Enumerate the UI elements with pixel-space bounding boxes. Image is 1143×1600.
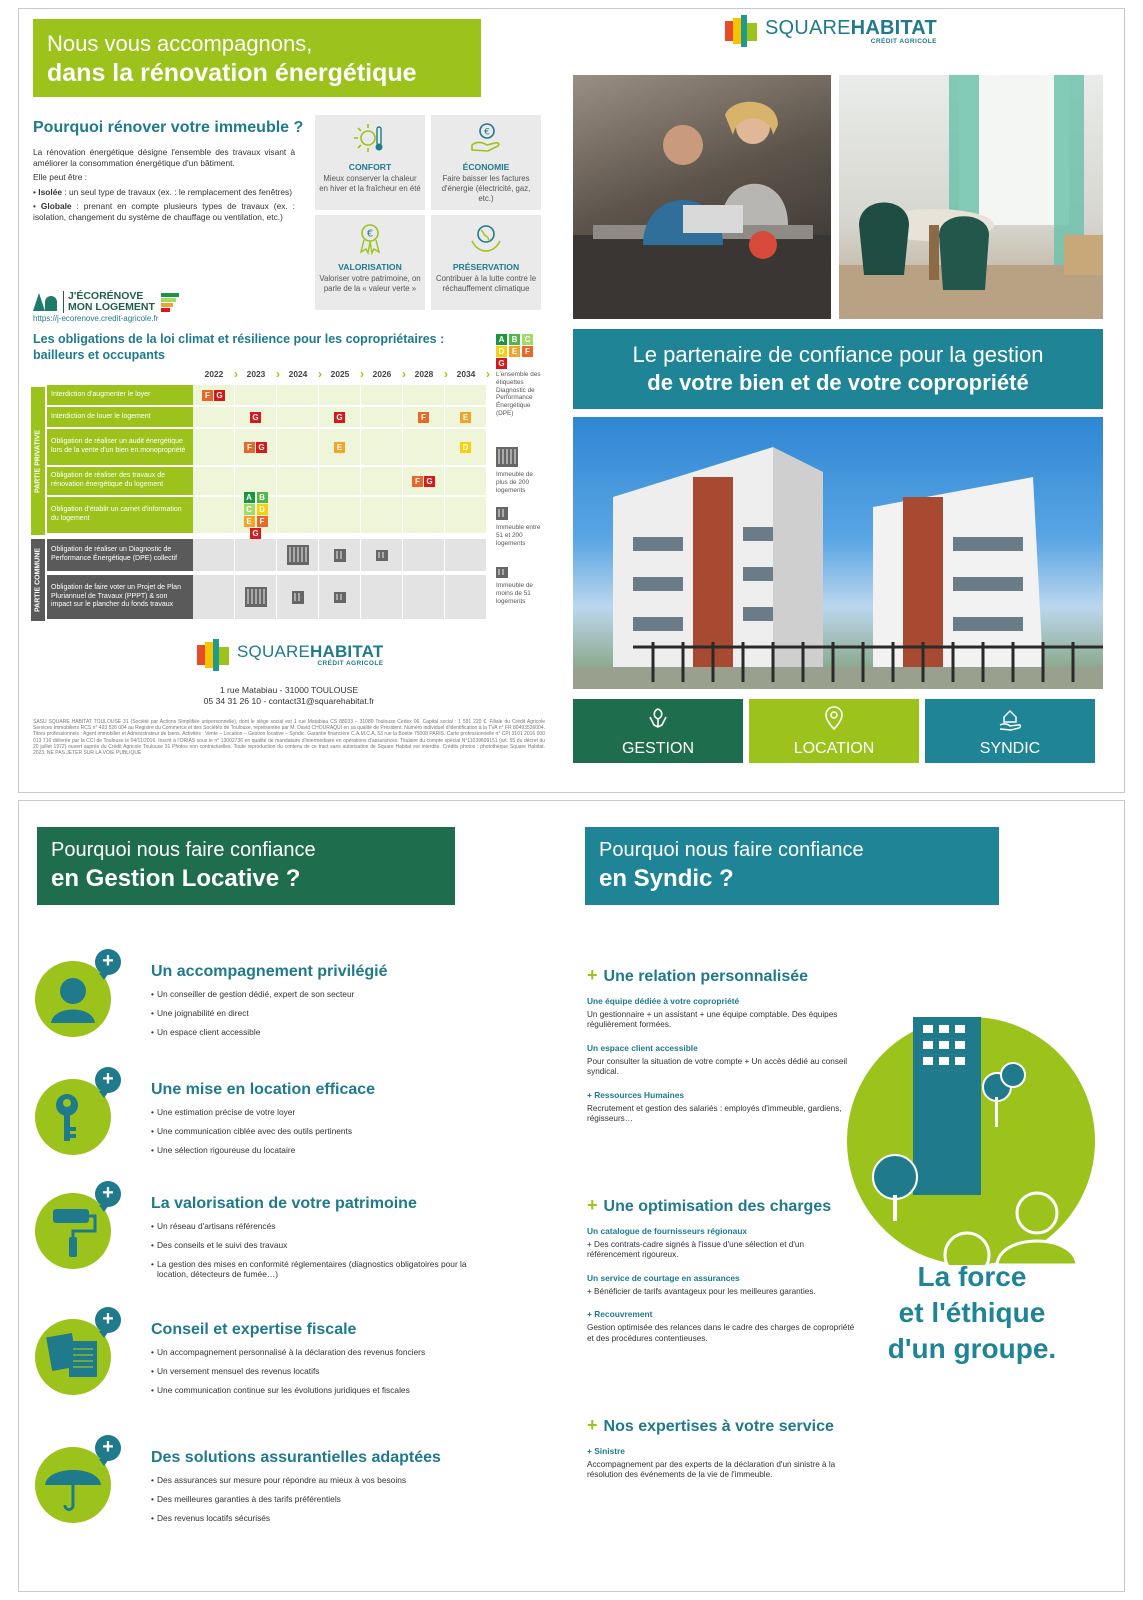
- obligation-label: Obligation de faire voter un Projet de Plan Pluriannuel de Travaux (PPPT) & son impact sur le plancher du fonds travaux: [47, 575, 193, 619]
- dpe-label-g: G: [250, 412, 261, 423]
- force-ethique-slogan: [859, 1259, 1085, 1367]
- partner-line2: de votre bien et de votre copropriété: [647, 370, 1029, 395]
- obligation-row: [47, 429, 487, 465]
- force-line1: La force: [917, 1261, 1027, 1292]
- sy-body: Gestion optimisée des relances dans le cadre des charges de copropriété et des procédures contentieuses.: [587, 1323, 855, 1343]
- square-habitat-logo-top: [725, 15, 937, 47]
- obligation-cell: [193, 467, 235, 495]
- brochure-outer-page: [18, 8, 1125, 793]
- photo-couple-laptop: [573, 75, 831, 319]
- sy-block-title: [587, 1195, 857, 1216]
- ecorenove-line1: J'ÉCORÉNOVE: [68, 290, 144, 302]
- side-label-common: PARTIE COMMUNE: [31, 539, 45, 621]
- obligation-cell: [361, 467, 403, 495]
- gl-head-line2: en Gestion Locative ?: [51, 865, 301, 892]
- obligation-cell: [445, 539, 487, 571]
- small-building-icon: [334, 592, 346, 603]
- globale-label: Globale: [40, 201, 72, 211]
- gl-item-list: [151, 989, 481, 1046]
- svg-text:€: €: [366, 228, 374, 240]
- dpe-label-f: F: [257, 516, 268, 527]
- legal-notice: SASU SQUARE HABITAT TOULOUSE 31 (Société par Actions Simplifiée unipersonnelle), dont le siège social est 1 rue Matabiau CS 88033 – 31080 Toulouse Cedex 06. Capital social : 1 591 220 €. Filiale du Crédit Agricole Services Immobiliers RCS n° 493 526 004 au Registre du Commerce et des Sociétés de Toulouse, représentée par M. David CHOURAQUI en sa qualité de Président. Numéro individuel d'identification à la TVA n° FR 80493526004. Titres professionnels : Agent immobilier et Administrateur de biens. Activités : Vente – Location – Gestion locative – Syndic. Garantie financière C.A.M.C.A, 53 rue la Boétie 75008 PARIS. Carte professionnelle n° CPI 3101 2016 000 013 716 délivrée par la CCI de Toulouse le 04/11/2016. Inscrit à l'ORIAS sous le n° 13002736 en qualité de mandataire d'intermédiaire en opérations d'assurances. Titulaire du compte spécial N°11039609151 (art. 55 du décret du 20 juillet 1972) ouvert auprès du Crédit Agricole Toulouse 31 Photos non contractuelles. Toute reproduction du contenu de ce tract sans autorisation de Square Habitat est interdite. Crédits photos : photothèque Square Habitat. 2023. NE PAS JETER SUR LA VOIE PUBLIQUE: [33, 719, 545, 757]
- brand-name-bold: HABITAT: [310, 642, 384, 661]
- obligation-cell: [445, 407, 487, 427]
- side-label-private: PARTIE PRIVATIVE: [31, 387, 45, 535]
- medium-building-icon: [496, 507, 508, 520]
- year-label: 2025 ›: [319, 369, 361, 383]
- dpe-label-g: G: [256, 442, 267, 453]
- sy-body: Un gestionnaire + un assistant + une équipe comptable. Des équipes régulièrement formées.: [587, 1010, 838, 1030]
- benefit-text: Faire baisser les factures d'énergie (électricité, gaz, etc.): [441, 174, 531, 203]
- location-pin-icon: [821, 705, 847, 731]
- dpe-label-f: F: [418, 412, 429, 423]
- building-legend-text: Immeuble entre 51 et 200 logements: [496, 524, 541, 547]
- brand-name-light: SQUARE: [765, 16, 851, 39]
- sy-block: [587, 1415, 857, 1493]
- gl-item-list: [151, 1347, 481, 1404]
- sy-sub: Un espace client accessible: [587, 1042, 698, 1053]
- list-item: • Une communication continue sur les évolutions juridiques et fiscales: [151, 1385, 481, 1395]
- building-legend-text: Immeuble de plus de 200 logements: [496, 471, 533, 494]
- gl-item-list: [151, 1107, 481, 1164]
- why-can-be: Elle peut être :: [33, 172, 88, 182]
- plus-icon: +: [587, 965, 598, 985]
- obligation-cell: [445, 575, 487, 619]
- why-renovate-heading: Pourquoi rénover votre immeuble ?: [33, 119, 304, 136]
- plus-icon: +: [587, 1415, 598, 1435]
- euro-medal-icon: [353, 221, 387, 255]
- building-legend-text: Immeuble de moins de 51 logements: [496, 582, 533, 605]
- hands-leaf-icon: [645, 705, 671, 731]
- list-item: • Une estimation précise de votre loyer: [151, 1107, 481, 1117]
- obligation-label: Obligation d'établir un carnet d'information du logement: [47, 497, 193, 533]
- service-label: GESTION: [621, 740, 694, 757]
- obligation-cell: [319, 429, 361, 465]
- service-label: LOCATION: [793, 740, 875, 757]
- obligation-cell: [403, 467, 445, 495]
- sy-block-title: [587, 965, 857, 986]
- house-hand-icon: [997, 705, 1023, 731]
- brand-sub: CRÉDIT AGRICOLE: [870, 37, 937, 45]
- dpe-label-grid: [496, 334, 544, 369]
- list-item: • Un conseiller de gestion dédié, expert de son secteur: [151, 989, 481, 999]
- obligation-cell: [193, 429, 235, 465]
- dpe-label-a: A: [496, 334, 507, 345]
- sy-sub: + Sinistre: [587, 1446, 625, 1456]
- obligation-cell: [403, 385, 445, 405]
- benefit-card-economie: [431, 115, 541, 210]
- obligation-cell: [277, 497, 319, 533]
- euro-hand-icon: [469, 121, 503, 155]
- service-syndic-button[interactable]: [925, 699, 1095, 763]
- building-legend-medium: [496, 507, 544, 547]
- why-globale: • Globale : prenant en compte plusieurs types de travaux (ex. : isolation, changement du système de chauffage ou ventilation, etc.): [33, 201, 295, 222]
- obligation-cell: [403, 575, 445, 619]
- year-label: 2022 ›: [193, 369, 235, 383]
- ecorenove-line2: MON LOGEMENT: [68, 301, 155, 313]
- large-building-icon: [496, 447, 518, 467]
- force-line3: d'un groupe.: [887, 1333, 1057, 1364]
- obligation-cell: [361, 429, 403, 465]
- gl-head-line1: Pourquoi nous faire confiance: [51, 839, 316, 861]
- syndic-header: [585, 827, 999, 905]
- obligation-cell: [361, 407, 403, 427]
- obligation-cell: [193, 385, 235, 405]
- renovation-title-banner: [33, 19, 481, 97]
- square-habitat-mark-icon: [725, 15, 761, 47]
- dpe-label-g: G: [496, 358, 507, 369]
- building-people-trees-icon: [847, 1017, 1095, 1265]
- brand-name-bold: HABITAT: [850, 16, 937, 39]
- sy-body: Accompagnement par des experts de la déclaration d'un sinistre à la résolution des événements de la vie de l'immeuble.: [587, 1460, 836, 1480]
- benefit-card-confort: [315, 115, 425, 210]
- globale-text: : prenant en compte plusieurs types de travaux (ex. : isolation, changement du système de chauffage ou ventilation, etc.): [33, 201, 295, 222]
- dpe-label-d: D: [460, 442, 471, 453]
- square-habitat-logo-footer: [197, 639, 383, 671]
- sy-sub: Une équipe dédiée à votre copropriété: [587, 996, 740, 1006]
- obligation-row: [47, 407, 487, 427]
- obligation-cell: [235, 407, 277, 427]
- obligation-cell: [445, 429, 487, 465]
- agency-address-block: [19, 685, 559, 707]
- building-legend-small: [496, 567, 544, 605]
- gl-item-title: Des solutions assurantielles adaptées: [151, 1449, 441, 1466]
- list-item: • Des meilleures garanties à des tarifs préférentiels: [151, 1494, 481, 1504]
- dpe-label-c: C: [244, 504, 255, 515]
- service-location-button[interactable]: [749, 699, 919, 763]
- plus-badge-icon: +: [95, 949, 121, 975]
- obligation-cell: [193, 497, 235, 533]
- dpe-label-g: G: [424, 476, 435, 487]
- sy-title-text: Une optimisation des charges: [603, 1198, 832, 1215]
- obligation-cell: [277, 429, 319, 465]
- dpe-label-g: G: [334, 412, 345, 423]
- obligation-label: Interdiction de louer le logement: [47, 407, 193, 427]
- service-label: SYNDIC: [979, 740, 1041, 757]
- list-item: • Une sélection rigoureuse du locataire: [151, 1145, 481, 1155]
- brochure-inner-page: [18, 800, 1125, 1592]
- obligation-cell: [235, 429, 277, 465]
- photo-dining-room: [839, 75, 1103, 319]
- year-label: 2026 ›: [361, 369, 403, 383]
- dpe-label-f: F: [244, 442, 255, 453]
- obligation-cell: [445, 497, 487, 533]
- sy-title-text: Une relation personnalisée: [603, 968, 809, 985]
- benefit-title: VALORISATION: [338, 262, 402, 272]
- brand-name: [765, 18, 937, 38]
- dpe-label-e: E: [460, 412, 471, 423]
- gl-item-title: La valorisation de votre patrimoine: [151, 1195, 417, 1212]
- sy-block-title: [587, 1415, 857, 1436]
- dpe-label-a: A: [244, 492, 255, 503]
- sy-title-text: Nos expertises à votre service: [603, 1418, 834, 1435]
- brand-name: [237, 643, 383, 660]
- benefit-text: Valoriser votre patrimoine, on parle de la « valeur verte »: [319, 274, 421, 293]
- obligation-label: Obligation de réaliser un Diagnostic de Performance Énergétique (DPE) collectif: [47, 539, 193, 571]
- dpe-label-d: D: [496, 346, 507, 357]
- obligation-cell: [319, 497, 361, 533]
- year-label: 2034 ›: [445, 369, 487, 383]
- benefit-title: ÉCONOMIE: [462, 162, 510, 172]
- plus-badge-icon: +: [95, 1067, 121, 1093]
- square-habitat-mark-icon: [197, 639, 233, 671]
- common-obligation-row: [47, 539, 487, 571]
- brand-name-light: SQUARE: [237, 642, 310, 661]
- medium-building-icon: [334, 549, 346, 562]
- list-item: • Un accompagnement personnalisé à la déclaration des revenus fonciers: [151, 1347, 481, 1357]
- renovation-title-line2: dans la rénovation énergétique: [47, 59, 417, 87]
- small-building-icon: [496, 567, 508, 578]
- obligation-cell: [403, 407, 445, 427]
- obligation-cell: [193, 539, 235, 571]
- earth-hands-icon: [469, 221, 503, 255]
- sy-sub: + Recouvrement: [587, 1309, 653, 1320]
- obligation-cell: [235, 385, 277, 405]
- list-item: • Une communication ciblée avec des outils pertinents: [151, 1126, 481, 1136]
- list-item: • Des assurances sur mesure pour répondre au mieux à vos besoins: [151, 1475, 481, 1485]
- gl-item-list: [151, 1221, 481, 1288]
- dpe-label-f: F: [412, 476, 423, 487]
- obligation-cell: [277, 575, 319, 619]
- building-legend-large: [496, 447, 544, 494]
- obligation-cell: [277, 467, 319, 495]
- gestion-locative-header: [37, 827, 455, 905]
- medium-building-icon: [292, 591, 304, 604]
- photo-residential-building: [573, 417, 1103, 689]
- dpe-label-g: G: [250, 528, 261, 539]
- agency-contact: 05 34 31 26 10 - contact31@squarehabitat.fr: [203, 696, 375, 706]
- plus-badge-icon: +: [95, 1307, 121, 1333]
- list-item: • Un versement mensuel des revenus locatifs: [151, 1366, 481, 1376]
- common-obligation-row: [47, 575, 487, 619]
- obligation-cell: [193, 407, 235, 427]
- obligation-years-row: [193, 369, 487, 383]
- obligations-heading: Les obligations de la loi climat et résilience pour les copropriétaires : bailleurs et occupants: [33, 332, 445, 362]
- obligation-cell: [277, 385, 319, 405]
- sy-body: Recrutement et gestion des salariés : employés d'immeuble, gardiens, régisseurs…: [587, 1103, 842, 1124]
- dpe-label-e: E: [334, 442, 345, 453]
- obligation-label: Obligation de réaliser des travaux de rénovation énergétique du logement: [47, 467, 193, 495]
- benefit-title: PRÉSERVATION: [452, 262, 520, 272]
- obligation-cell: [361, 497, 403, 533]
- plus-badge-icon: +: [95, 1435, 121, 1461]
- obligation-cell: [361, 385, 403, 405]
- large-building-icon: [245, 587, 267, 607]
- benefit-title: CONFORT: [348, 162, 392, 172]
- ecorenove-bars-icon: [161, 293, 179, 312]
- gl-item-title: Un accompagnement privilégié: [151, 963, 388, 980]
- benefit-card-preservation: [431, 215, 541, 310]
- obligation-cell: [319, 385, 361, 405]
- dpe-label-d: D: [257, 504, 268, 515]
- dpe-label-e: E: [244, 516, 255, 527]
- obligation-cell: [319, 575, 361, 619]
- benefit-card-valorisation: [315, 215, 425, 310]
- agency-address: 1 rue Matabiau - 31000 TOULOUSE: [219, 685, 359, 695]
- year-label: 2023 ›: [235, 369, 277, 383]
- list-item: • Des conseils et le suivi des travaux: [151, 1240, 481, 1250]
- list-item: • Une joignabilité en direct: [151, 1008, 481, 1018]
- obligation-cell: [319, 539, 361, 571]
- svg-text:€: €: [484, 127, 490, 138]
- sy-sub: Un service de courtage en assurances: [587, 1272, 740, 1283]
- ecorenove-wordmark: [63, 291, 155, 313]
- dpe-legend: [496, 334, 544, 418]
- obligation-row: [47, 385, 487, 405]
- year-label: 2024 ›: [277, 369, 319, 383]
- force-line2: et l'éthique: [898, 1297, 1046, 1328]
- dpe-label-e: E: [509, 346, 520, 357]
- sy-body: Pour consulter la situation de votre compte + Un accès dédié au conseil syndical.: [587, 1056, 848, 1077]
- list-item: • Des revenus locatifs sécurisés: [151, 1513, 481, 1523]
- sy-block: [587, 965, 857, 1136]
- ecorenove-url-link[interactable]: https://j-ecorenove.credit-agricole.fr: [33, 314, 159, 323]
- community-illustration: [847, 1017, 1095, 1265]
- obligation-cell: [277, 539, 319, 571]
- partner-banner: [573, 329, 1103, 409]
- partner-line1: Le partenaire de confiance pour la gestion: [632, 342, 1044, 367]
- gl-item-title: Conseil et expertise fiscale: [151, 1321, 357, 1338]
- benefit-text: Mieux conserver la chaleur en hiver et la fraîcheur en été: [319, 174, 421, 193]
- dpe-label-c: C: [522, 334, 533, 345]
- dpe-label-b: B: [257, 492, 268, 503]
- gl-item-title: Une mise en location efficace: [151, 1081, 376, 1098]
- why-intro: La rénovation énergétique désigne l'ensemble des travaux visant à améliorer la consommation énergétique d'un bâtiment.: [33, 147, 295, 168]
- dpe-label-b: B: [509, 334, 520, 345]
- plus-icon: +: [587, 1195, 598, 1215]
- credit-agricole-mark-icon: [33, 293, 59, 311]
- obligation-cell: [277, 407, 319, 427]
- dpe-label-g: G: [214, 390, 225, 401]
- obligation-cell: [361, 575, 403, 619]
- dpe-legend-text: L'ensemble des étiquettes Diagnostic de Performance Énergétique (DPE): [496, 371, 541, 417]
- sy-head-line2: en Syndic ?: [599, 865, 734, 892]
- obligation-label: Interdiction d'augmenter le loyer: [47, 385, 193, 405]
- list-item: • La gestion des mises en conformité réglementaires (diagnostics obligatoires pour la location, détecteurs de fumée…): [151, 1259, 481, 1279]
- obligation-cell: [361, 539, 403, 571]
- benefit-text: Contribuer à la lutte contre le réchauffement climatique: [435, 274, 537, 293]
- ecorenove-logo: [33, 291, 179, 313]
- list-item: • Un espace client accessible: [151, 1027, 481, 1037]
- sy-head-line1: Pourquoi nous faire confiance: [599, 839, 864, 861]
- obligation-cell: [445, 467, 487, 495]
- sy-body: + Bénéficier de tarifs avantageux pour les meilleures garanties.: [587, 1286, 816, 1296]
- obligation-row: [47, 492, 487, 538]
- isolee-text: : un seul type de travaux (ex. : le remplacement des fenêtres): [62, 186, 292, 197]
- sy-block: [587, 1195, 857, 1356]
- obligation-cell: [193, 575, 235, 619]
- obligation-cell: [235, 539, 277, 571]
- sun-thermometer-icon: [353, 121, 387, 155]
- dpe-label-f: F: [202, 390, 213, 401]
- obligation-cell: [403, 539, 445, 571]
- obligation-cell: [403, 429, 445, 465]
- renovation-title-line1: Nous vous accompagnons,: [47, 31, 313, 56]
- why-renovate-text: [33, 147, 295, 226]
- small-building-icon: [376, 550, 388, 561]
- obligation-cell: [403, 497, 445, 533]
- year-label: 2028 ›: [403, 369, 445, 383]
- isolee-label: Isolée: [38, 186, 63, 197]
- plus-badge-icon: +: [95, 1181, 121, 1207]
- sy-sub: Un catalogue de fournisseurs régionaux: [587, 1226, 748, 1236]
- dpe-label-f: F: [522, 346, 533, 357]
- obligation-cell: [445, 385, 487, 405]
- brand-sub: CRÉDIT AGRICOLE: [317, 660, 384, 667]
- obligation-cell: [235, 575, 277, 619]
- why-isolee: • Isolée : un seul type de travaux (ex. : le remplacement des fenêtres): [33, 186, 292, 197]
- list-item: • Un réseau d'artisans référencés: [151, 1221, 481, 1231]
- gl-item-list: [151, 1475, 481, 1532]
- sy-sub: + Ressources Humaines: [587, 1089, 685, 1100]
- sy-body: + Des contrats-cadre signés à l'issue d'une sélection et d'un référencement rigoureux.: [587, 1240, 805, 1260]
- service-gestion-button[interactable]: [573, 699, 743, 763]
- obligation-cell: [319, 407, 361, 427]
- obligation-cell: [319, 467, 361, 495]
- obligation-cell: [235, 492, 277, 538]
- obligation-label: Obligation de réaliser un audit énergétique lors de la vente d'un bien en monopropriété: [47, 429, 193, 465]
- large-building-icon: [287, 545, 309, 565]
